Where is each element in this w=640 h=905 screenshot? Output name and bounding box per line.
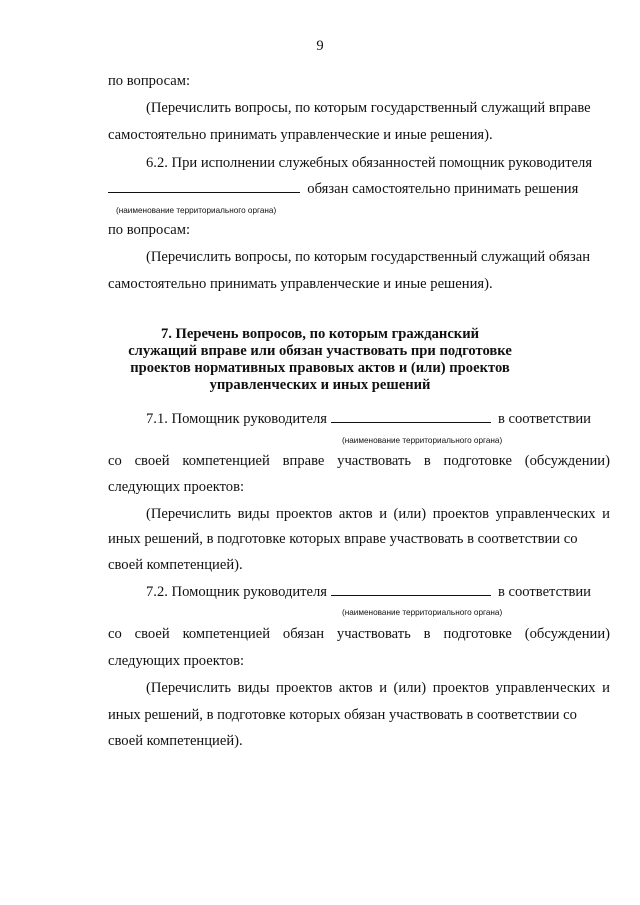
justified-line: [108, 452, 610, 470]
word: (обсуждении): [524, 626, 610, 642]
text-line: следующих проектов:: [108, 653, 245, 669]
blank-field-line: [331, 583, 491, 596]
text-line: иных решений, в подготовке которых вправе участвовать в соответствии со: [108, 531, 578, 547]
field-caption: (наименование территориального органа): [116, 206, 277, 215]
justified-line: [146, 505, 610, 523]
word: и: [602, 506, 610, 522]
word: компетенцией: [182, 453, 270, 469]
text-line: по вопросам:: [108, 73, 191, 89]
word: и: [602, 680, 610, 696]
text-line: 6.2. При исполнении служебных обязанностей помощник руководителя: [146, 155, 593, 171]
word: актов: [338, 680, 373, 696]
text-line: [146, 410, 591, 428]
text-line: своей компетенцией).: [108, 733, 243, 749]
text-fragment: в соответствии: [497, 584, 591, 600]
word: своей: [134, 626, 170, 642]
word: (или): [393, 680, 427, 696]
blank-field-line: [331, 410, 491, 423]
text-line: иных решений, в подготовке которых обязан участвовать в соответствии со: [108, 707, 577, 723]
word: проектов: [432, 680, 490, 696]
word: управленческих: [495, 680, 596, 696]
section-heading-line: служащий вправе или обязан участвовать при подготовке: [128, 343, 512, 359]
word: виды: [237, 680, 270, 696]
word: проектов: [432, 506, 490, 522]
word: участвовать: [337, 453, 412, 469]
text-line: [146, 583, 591, 601]
word: актов: [338, 506, 373, 522]
text-fragment: в соответствии: [497, 411, 591, 427]
justified-line: [108, 625, 610, 643]
field-caption: (наименование территориального органа): [342, 436, 503, 445]
section-heading-line: управленческих и иных решений: [209, 377, 431, 393]
word: проектов: [276, 680, 333, 696]
word: компетенцией: [182, 626, 271, 642]
blank-field-line: [108, 180, 300, 193]
word: виды: [237, 506, 270, 522]
page-number: 9: [316, 38, 324, 54]
word: вправе: [282, 453, 325, 469]
word: проектов: [276, 506, 333, 522]
word: со: [108, 626, 122, 642]
word: в: [423, 453, 431, 469]
text-line: [108, 180, 578, 198]
text-line: (Перечислить вопросы, по которым государственный служащий обязан: [146, 249, 591, 265]
word: (Перечислить: [146, 680, 232, 696]
text-line: (Перечислить вопросы, по которым государственный служащий вправе: [146, 100, 591, 116]
text-line: своей компетенцией).: [108, 557, 243, 573]
text-line: следующих проектов:: [108, 479, 245, 495]
text-line: самостоятельно принимать управленческие и иные решения).: [108, 276, 493, 292]
word: (Перечислить: [146, 506, 232, 522]
word: подготовке: [443, 626, 512, 642]
text-line: по вопросам:: [108, 222, 191, 238]
text-fragment: обязан самостоятельно принимать решения: [307, 181, 579, 197]
word: подготовке: [443, 453, 512, 469]
word: и: [379, 680, 388, 696]
text-fragment: 7.2. Помощник руководителя: [146, 584, 328, 600]
word: своей: [134, 453, 170, 469]
word: (или): [393, 506, 427, 522]
word: и: [379, 506, 388, 522]
text-line: самостоятельно принимать управленческие и иные решения).: [108, 127, 493, 143]
field-caption: (наименование территориального органа): [342, 608, 503, 617]
section-heading-line: проектов нормативных правовых актов и (или) проектов: [130, 360, 510, 376]
text-fragment: 7.1. Помощник руководителя: [146, 411, 328, 427]
section-heading-line: 7. Перечень вопросов, по которым гражданский: [160, 326, 480, 342]
word: (обсуждении): [524, 453, 610, 469]
word: управленческих: [495, 506, 596, 522]
word: со: [108, 453, 122, 469]
word: в: [423, 626, 431, 642]
word: участвовать: [336, 626, 411, 642]
justified-line: [146, 679, 610, 697]
word: обязан: [282, 626, 325, 642]
